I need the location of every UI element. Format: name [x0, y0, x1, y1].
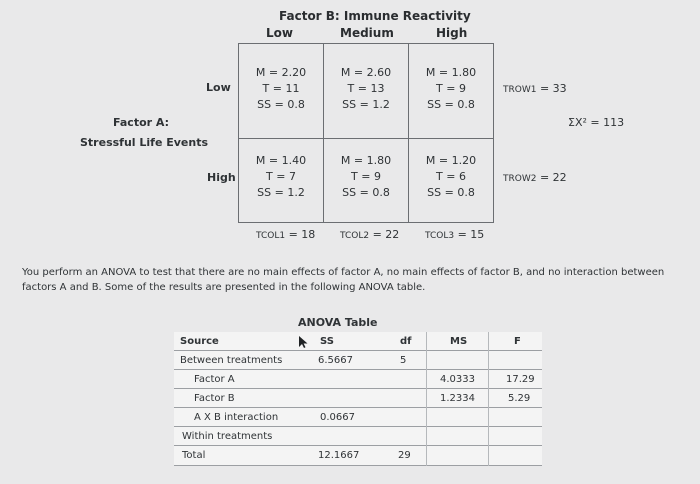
row-within-source: Within treatments — [182, 431, 273, 442]
factor-a-level-high: High — [207, 171, 236, 184]
row-factor-b-f: 5.29 — [508, 393, 531, 404]
col-total-1: TCOL1 = 18 — [256, 228, 316, 241]
cursor-icon — [299, 336, 308, 349]
row-total-1: TROW1 = 33 — [503, 82, 567, 95]
factor-a-title: Factor A: — [113, 116, 169, 129]
data-grid — [238, 43, 494, 223]
row-total-source: Total — [182, 450, 206, 461]
row-total-2: TROW2 = 22 — [503, 171, 567, 184]
cell-low-low: M = 2.20 T = 11 SS = 0.8 — [255, 66, 307, 111]
row-interaction-ss: 0.0667 — [320, 412, 355, 423]
anova-title: ANOVA Table — [298, 316, 378, 329]
header-ms: MS — [450, 336, 468, 347]
row-total-df: 29 — [398, 450, 411, 461]
factor-b-level-medium: Medium — [340, 26, 394, 40]
header-source: Source — [180, 336, 219, 347]
row-factor-a-f: 17.29 — [506, 374, 535, 385]
anova-table — [174, 332, 542, 466]
problem-description: You perform an ANOVA to test that there are no main effects of factor A, no main effects of factor B, and no interaction between factors A and B. Some of the results are presented in the following ANOVA table. — [22, 267, 665, 293]
cell-high-high: M = 1.20 T = 6 SS = 0.8 — [425, 154, 477, 199]
header-df: df — [400, 336, 412, 347]
row-between-df: 5 — [400, 355, 407, 366]
col-total-3: TCOL3 = 15 — [425, 228, 485, 241]
cell-low-medium: M = 2.60 T = 13 SS = 1.2 — [340, 66, 392, 111]
factor-a-subtitle: Stressful Life Events — [80, 136, 209, 149]
row-factor-b-ms: 1.2334 — [440, 393, 475, 404]
factor-b-level-high: High — [436, 26, 468, 40]
header-ss: SS — [320, 336, 334, 347]
row-between-ss: 6.5667 — [318, 355, 353, 366]
col-total-2: TCOL2 = 22 — [340, 228, 400, 241]
cell-high-low: M = 1.40 T = 7 SS = 1.2 — [255, 154, 307, 199]
factor-a-level-low: Low — [206, 81, 231, 94]
factor-b-level-low: Low — [266, 26, 293, 40]
row-total-ss: 12.1667 — [318, 450, 360, 461]
cell-high-medium: M = 1.80 T = 9 SS = 0.8 — [340, 154, 392, 199]
row-interaction-source: A X B interaction — [194, 412, 279, 423]
sum-x-squared: ΣX² = 113 — [568, 116, 625, 129]
header-f: F — [514, 336, 521, 347]
factor-b-title: Factor B: Immune Reactivity — [279, 9, 471, 23]
row-between-source: Between treatments — [180, 355, 283, 366]
row-factor-a-source: Factor A — [194, 374, 235, 385]
cell-low-high: M = 1.80 T = 9 SS = 0.8 — [425, 66, 477, 111]
row-factor-b-source: Factor B — [194, 393, 235, 404]
row-factor-a-ms: 4.0333 — [440, 374, 475, 385]
